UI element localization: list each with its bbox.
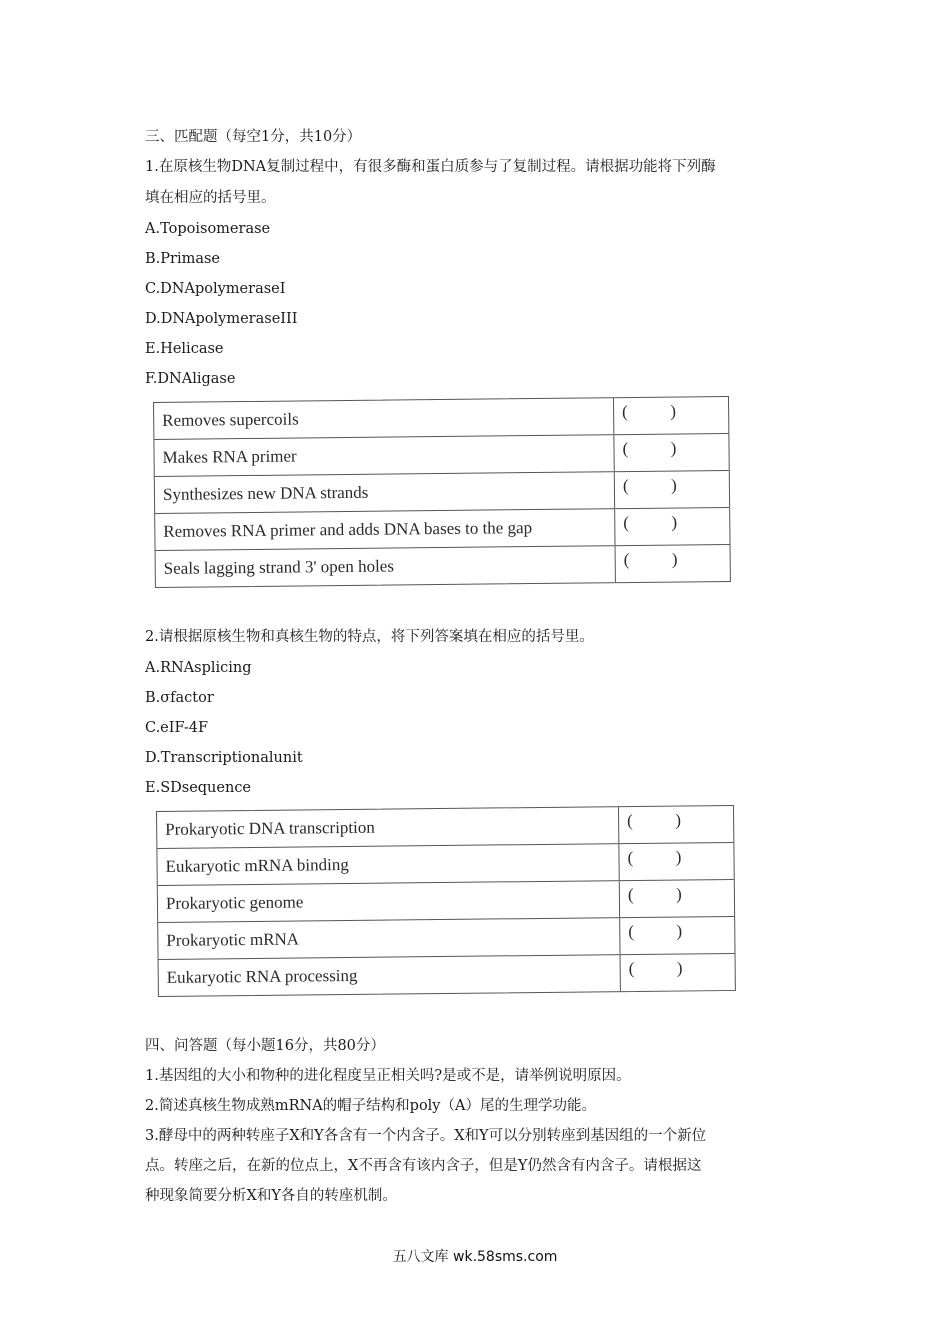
- table-row: [156, 545, 730, 587]
- answer-blank[interactable]: ( ): [622, 438, 677, 459]
- table-row: [157, 843, 733, 886]
- q1-prompt-line2: 填在相应的括号里。: [145, 190, 276, 206]
- answer-blank[interactable]: ( ): [623, 512, 678, 533]
- answer-blank[interactable]: ( ): [623, 549, 678, 570]
- q1-prompt-line1: 1.在原核生物DNA复制过程中，有很多酶和蛋白质参与了复制过程。请根据功能将下列酶: [145, 159, 716, 175]
- essay-question: 2.简述真核生物成熟mRNA的帽子结构和poly（A）尾的生理学功能。: [145, 1098, 596, 1114]
- q2-prompt: 2.请根据原核生物和真核生物的特点，将下列答案填在相应的括号里。: [145, 629, 594, 645]
- q2-matching-table: [156, 805, 736, 997]
- q1-option: B.Primase: [145, 251, 221, 267]
- table-row-label: Eukaryotic mRNA binding: [157, 844, 619, 885]
- answer-blank[interactable]: ( ): [628, 958, 683, 979]
- table-row: [154, 434, 728, 477]
- q1-option: C.DNApolymeraseI: [145, 281, 286, 297]
- essay-question-continued: 种现象简要分析X和Y各自的转座机制。: [145, 1188, 397, 1204]
- q1-option: D.DNApolymeraseIII: [145, 311, 298, 327]
- q1-matching-table: [153, 396, 731, 588]
- answer-blank[interactable]: ( ): [627, 847, 682, 868]
- table-row: [155, 508, 729, 551]
- table-row-label: Synthesizes new DNA strands: [155, 472, 615, 513]
- q2-option: C.eIF-4F: [145, 720, 209, 736]
- table-row-label: Prokaryotic mRNA: [158, 918, 620, 959]
- q1-option: A.Topoisomerase: [145, 221, 271, 237]
- table-row: [158, 917, 734, 960]
- table-row: [159, 954, 735, 996]
- q2-option: D.Transcriptionalunit: [145, 750, 303, 766]
- answer-blank[interactable]: ( ): [627, 810, 682, 831]
- essay-question: 1.基因组的大小和物种的进化程度呈正相关吗?是或不是，请举例说明原因。: [145, 1068, 631, 1084]
- q2-option: A.RNAsplicing: [145, 660, 252, 676]
- table-row: [155, 471, 729, 514]
- table-row: [157, 806, 733, 849]
- table-row-label: Prokaryotic DNA transcription: [157, 807, 619, 848]
- table-row: [158, 880, 734, 923]
- table-row-label: Prokaryotic genome: [158, 881, 620, 922]
- answer-blank[interactable]: ( ): [622, 401, 677, 422]
- table-row-label: Makes RNA primer: [154, 435, 614, 476]
- table-row: [154, 397, 728, 440]
- answer-blank[interactable]: ( ): [622, 475, 677, 496]
- q1-option: F.DNAligase: [145, 371, 236, 387]
- section4-heading: 四、问答题（每小题16分，共80分）: [145, 1038, 385, 1054]
- table-row-label: Removes RNA primer and adds DNA bases to the gap: [155, 509, 615, 550]
- footer-watermark: 五八文库 wk.58sms.com: [392, 1249, 558, 1265]
- essay-question-continued: 点。转座之后，在新的位点上，X不再含有该内含子，但是Y仍然含有内含子。请根据这: [145, 1158, 702, 1174]
- q1-option: E.Helicase: [145, 341, 224, 357]
- table-row-label: Eukaryotic RNA processing: [159, 955, 621, 996]
- essay-question: 3.酵母中的两种转座子X和Y各含有一个内含子。X和Y可以分别转座到基因组的一个新位: [145, 1128, 707, 1144]
- q2-option: E.SDsequence: [145, 780, 252, 796]
- answer-blank[interactable]: ( ): [627, 884, 682, 905]
- answer-blank[interactable]: ( ): [628, 921, 683, 942]
- table-row-label: Seals lagging strand 3' open holes: [156, 546, 616, 587]
- table-row-label: Removes supercoils: [154, 398, 614, 439]
- section3-heading: 三、匹配题（每空1分，共10分）: [145, 129, 362, 145]
- q2-option: B.σfactor: [145, 690, 214, 706]
